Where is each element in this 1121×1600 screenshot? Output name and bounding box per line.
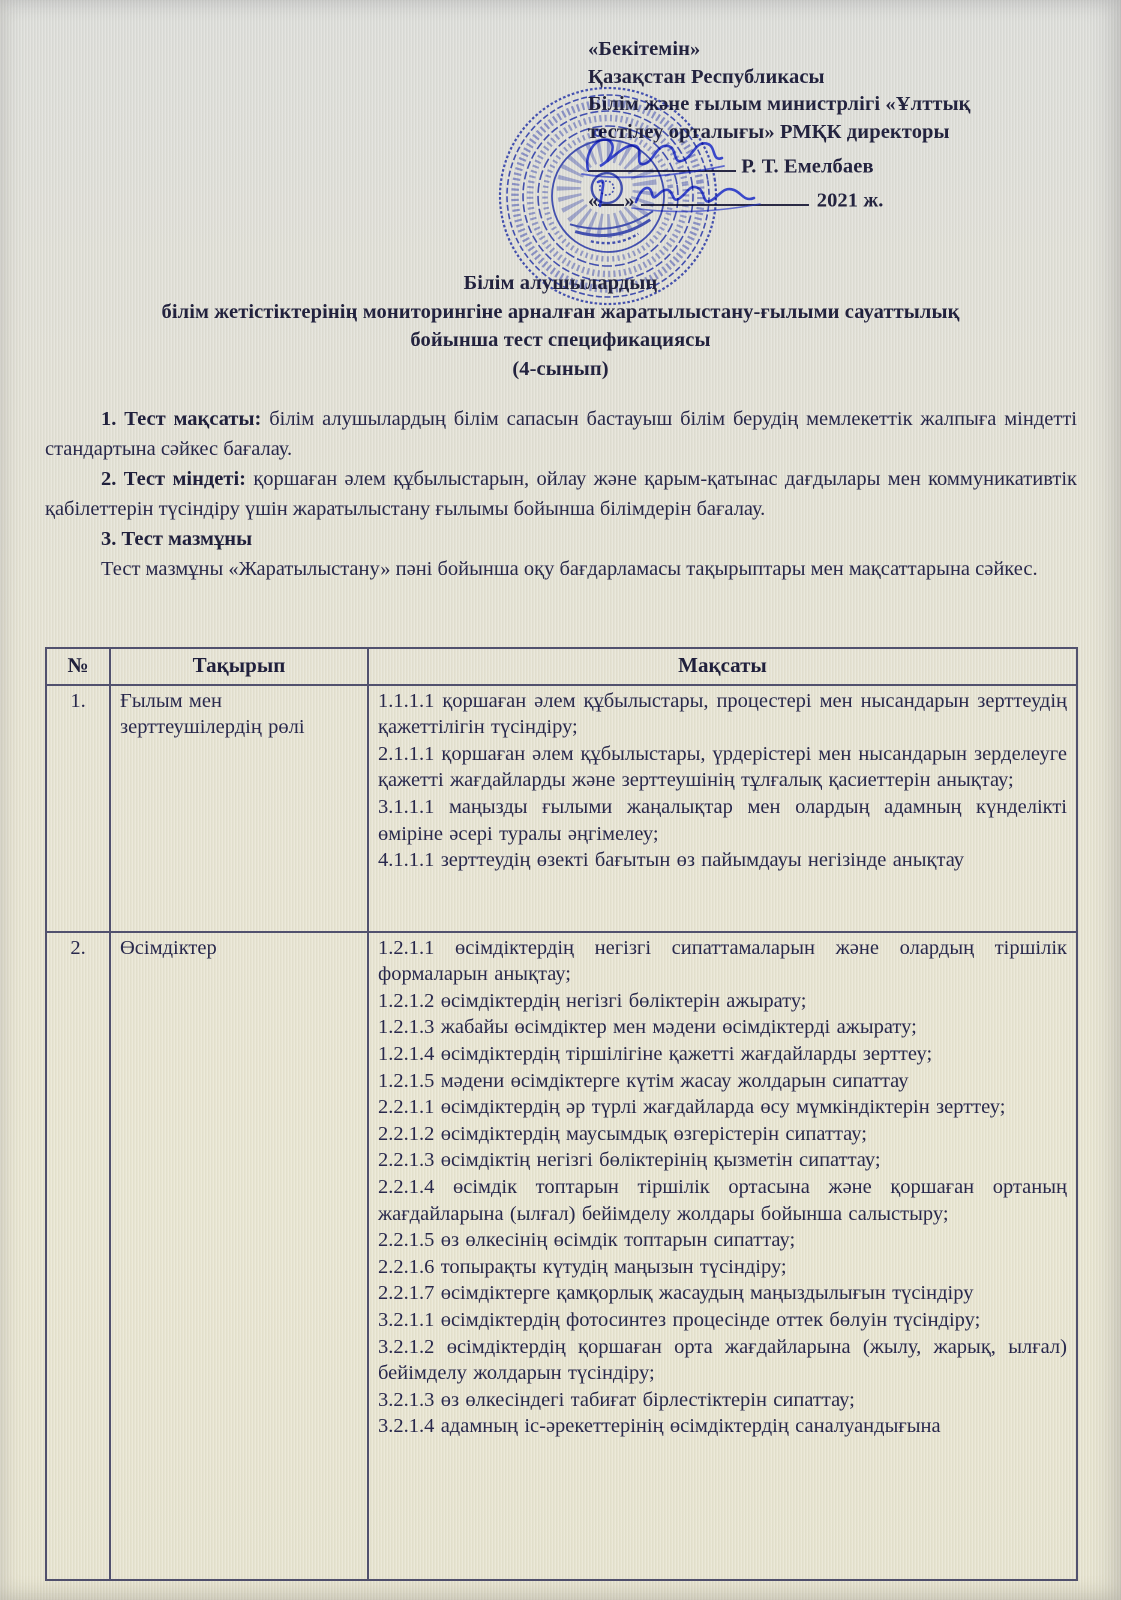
- title-line: Білім алушылардың: [463, 272, 658, 294]
- objective-item: 1.2.1.2 өсімдіктердің негізгі бөліктерін ажырату;: [378, 989, 807, 1012]
- objectives-cell: [368, 685, 1077, 932]
- title-line: (4-сынып): [512, 357, 609, 380]
- table-header-row: [46, 648, 1077, 685]
- col-header-number: №: [46, 648, 110, 685]
- objective-item: 2.2.1.1 өсімдіктердің әр түрлі жағдайларда өсу мүмкіндіктерін зерттеу;: [378, 1096, 1006, 1119]
- objective-item: 1.2.1.3 жабайы өсімдіктер мен мәдени өсімдіктерді ажырату;: [378, 1016, 917, 1039]
- topic-cell: Өсімдіктер: [110, 932, 368, 1580]
- objective-item: 2.2.1.4 өсімдік топтарын тіршілік ортасына және қоршаған ортаның жағдайларына (ылғал) бейімделу жолдары бойынша салыстыру;: [378, 1175, 1067, 1225]
- objective-item: 1.2.1.5 мәдени өсімдіктерге күтім жасау жолдарын сипаттау: [378, 1069, 909, 1092]
- objective-item: 2.2.1.3 өсімдіктің негізгі бөліктерінің қызметін сипаттау;: [378, 1149, 881, 1172]
- objective-item: 1.1.1.1 қоршаған әлем құбылыстары, процестері мен нысандарын зерттеудің қажеттілігін түсіндіру;: [378, 689, 1067, 739]
- objective-item: 3.1.1.1 маңызды ғылыми жаңалықтар мен олардың адамның күнделікті өміріне әсері туралы әңгімелеу;: [378, 795, 1067, 845]
- row-number-cell: 2.: [46, 932, 110, 1580]
- col-header-objective: Мақсаты: [368, 648, 1077, 685]
- objective-item: 2.2.1.6 топырақты күтудің маңызын түсіндіру;: [378, 1255, 787, 1278]
- approval-line: тестілеу орталығы» РМҚК директоры: [588, 120, 950, 143]
- document-title: [40, 269, 1081, 383]
- body-text: [45, 404, 1077, 584]
- approval-block: [588, 36, 1103, 215]
- paragraph-test-purpose: [45, 404, 1077, 464]
- open-quote: «: [588, 189, 599, 212]
- paragraph-label: 3. Тест мазмұны: [101, 528, 253, 550]
- title-line: бойынша тест спецификациясы: [410, 329, 711, 351]
- director-name: Р. Т. Емелбаев: [741, 155, 874, 178]
- spec-table-body: [46, 685, 1077, 1580]
- date-line: [588, 185, 1103, 215]
- paragraph-test-task: [45, 464, 1077, 524]
- objective-item: 3.2.1.4 адамның іс-әрекеттерінің өсімдіктердің саналуандығына: [378, 1415, 941, 1438]
- approval-line: Білім және ғылым министрлігі «Ұлттық: [588, 93, 971, 115]
- spec-table: [45, 647, 1078, 1581]
- paragraph-test-content: [45, 554, 1077, 584]
- objective-item: 1.2.1.1 өсімдіктердің негізгі сипаттамаларын және олардың тіршілік формаларын анықтау;: [378, 936, 1067, 986]
- objective-item: 3.2.1.3 өз өлкесіндегі табиғат бірлестіктерін сипаттау;: [378, 1388, 855, 1411]
- table-row: [46, 932, 1077, 1580]
- paragraph-text: білім алушылардың білім сапасын бастауыш білім берудің мемлекеттік жалпыға міндетті стандартына сәйкес бағалау.: [45, 408, 1077, 460]
- objective-item: 3.2.1.2 өсімдіктердің қоршаған орта жағдайларына (жылу, жарық, ылғал) бейімделу жолдарын түсіндіру;: [378, 1335, 1067, 1385]
- table-row: [46, 685, 1077, 932]
- signature-underline: [588, 151, 736, 172]
- paragraph-label: 1. Тест мақсаты:: [101, 408, 262, 430]
- objectives-cell: [368, 932, 1077, 1580]
- close-quote: »: [624, 189, 635, 212]
- objective-item: 4.1.1.1 зерттеудің өзекті бағытын өз пайымдауы негізінде анықтау: [378, 849, 965, 872]
- objective-item: 3.2.1.1 өсімдіктердің фотосинтез процесінде оттек бөлуін түсіндіру;: [378, 1308, 981, 1331]
- objective-item: 1.2.1.4 өсімдіктердің тіршілігіне қажетті жағдайларды зерттеу;: [378, 1042, 933, 1065]
- signature-line: [588, 151, 1103, 181]
- paragraph-label: 2. Тест міндеті:: [101, 468, 246, 490]
- approval-line: «Бекітемін»: [588, 38, 701, 60]
- approval-line: Қазақстан Республикасы: [588, 65, 825, 88]
- row-number-cell: 1.: [46, 685, 110, 932]
- objective-item: 2.2.1.5 өз өлкесінің өсімдік топтарын сипаттау;: [378, 1229, 796, 1252]
- objective-item: 2.2.1.2 өсімдіктердің маусымдық өзгерістерін сипаттау;: [378, 1122, 867, 1145]
- title-line: білім жетістіктерінің мониторингіне арналған жаратылыстану-ғылыми сауаттылық: [161, 300, 960, 323]
- topic-cell: Ғылым мен зерттеушілердің рөлі: [110, 685, 368, 932]
- paragraph-text: Тест мазмұны «Жаратылыстану» пәні бойынша оқу бағдарламасы тақырыптары мен мақсаттарына сәйкес.: [101, 558, 1038, 580]
- objective-item: 2.1.1.1 қоршаған әлем құбылыстары, үрдерістері мен нысандарын зерделеуге қажетті жағдайларды және зерттеушінің тұлғалық қасиеттерін анықтау;: [378, 742, 1067, 792]
- month-underline: [641, 185, 809, 206]
- day-underline: [598, 185, 624, 206]
- paragraph-text: қоршаған әлем құбылыстарын, ойлау және қарым-қатынас дағдылары мен коммуникативтік қабілеттерін түсіндіру үшін жаратылыстану ғылымы бойынша білімдерін бағалау.: [45, 468, 1077, 520]
- objective-item: 2.2.1.7 өсімдіктерге қамқорлық жасаудың маңыздылығын түсіндіру: [378, 1282, 974, 1305]
- col-header-topic: Тақырып: [110, 648, 368, 685]
- year-label: 2021 ж.: [816, 189, 884, 212]
- paragraph-test-content-heading: [45, 524, 1077, 554]
